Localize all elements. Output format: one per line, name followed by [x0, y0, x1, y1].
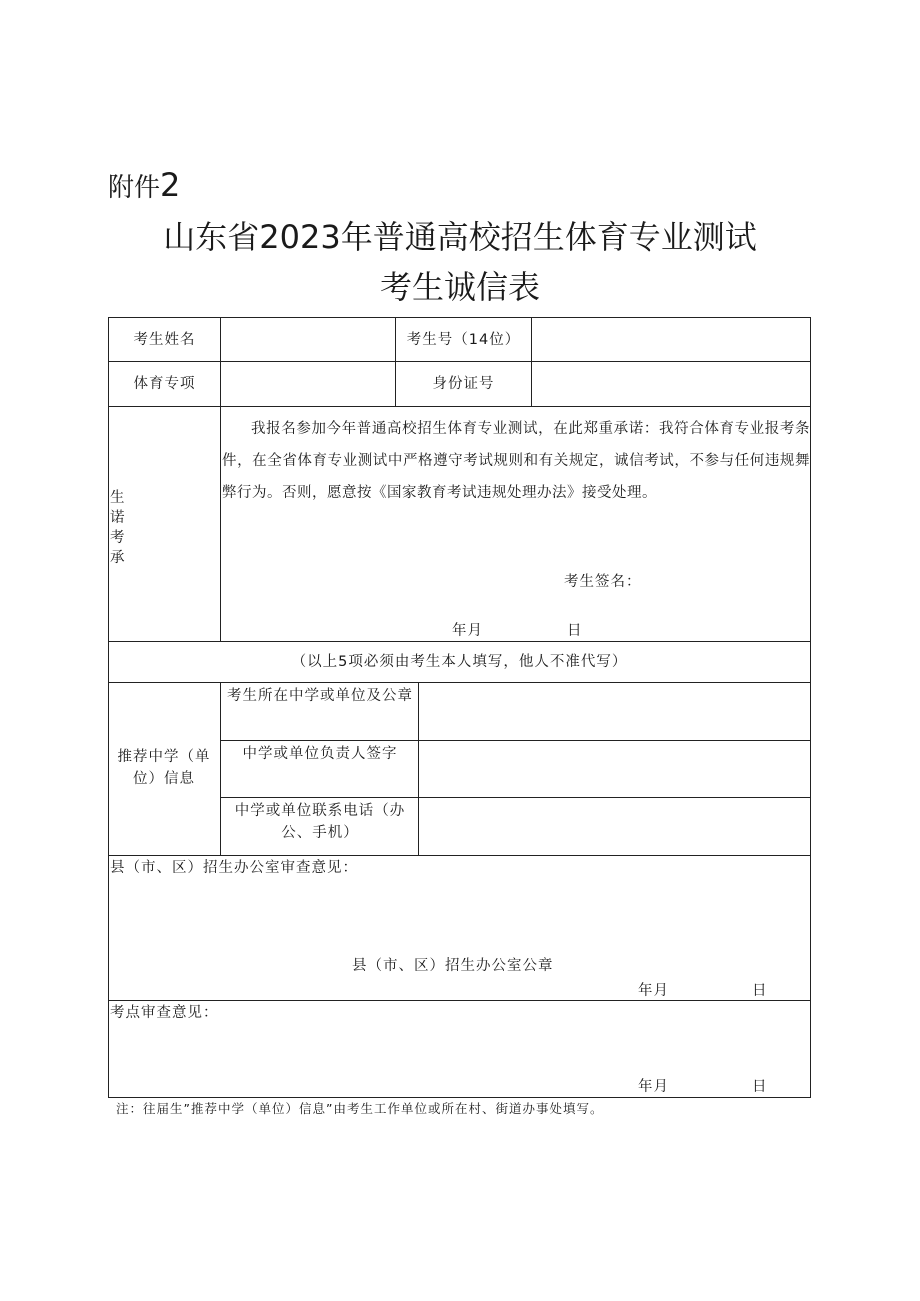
- school-seal-field[interactable]: [419, 683, 810, 740]
- signature-label: 考生签名：: [564, 574, 642, 590]
- pledge-side-label: 生 诺 考 承: [110, 490, 125, 566]
- id-number-label: 身份证号: [432, 376, 495, 392]
- exam-number-label: 考生号（14位）: [406, 332, 521, 348]
- sport-field[interactable]: [221, 362, 395, 406]
- school-phone-field[interactable]: [419, 798, 810, 855]
- school-signature-label: 中学或单位负责人签字: [242, 746, 398, 762]
- id-number-field[interactable]: [532, 362, 810, 406]
- attachment-number: 2: [160, 166, 181, 204]
- site-date-year-month: 年月: [638, 1079, 669, 1095]
- sport-label: 体育专项: [133, 376, 196, 392]
- county-date-day: 日: [752, 983, 768, 999]
- pledge-date-day: 日: [567, 623, 583, 639]
- self-fill-notice: （以上5项必须由考生本人填写，他人不准代写）: [291, 654, 628, 670]
- site-review-label: 考点审查意见：: [110, 1005, 219, 1021]
- county-review-label: 县（市、区）招生办公室审查意见：: [110, 860, 358, 876]
- page-title: 山东省2023年普通高校招生体育专业测试: [163, 218, 757, 256]
- recommend-side-label: 推荐中学（单位）信息: [117, 749, 211, 787]
- page-subtitle: 考生诚信表: [379, 268, 540, 306]
- school-phone-label: 中学或单位联系电话（办公、手机）: [234, 803, 406, 841]
- table-border: [108, 317, 109, 1098]
- county-date-year-month: 年月: [638, 983, 669, 999]
- name-field[interactable]: [221, 318, 395, 361]
- attachment-label: 附件2: [108, 166, 181, 204]
- county-seal-label: 县（市、区）招生办公室公章: [352, 958, 554, 974]
- pledge-date-year-month: 年月: [452, 623, 483, 639]
- table-border: [108, 1000, 811, 1001]
- name-label: 考生姓名: [133, 332, 196, 348]
- site-date-day: 日: [752, 1079, 768, 1095]
- footnote: 注：往届生”推荐中学（单位）信息”由考生工作单位或所在村、街道办事处填写。: [116, 1101, 604, 1116]
- table-border: [810, 317, 811, 1098]
- table-border: [220, 682, 221, 856]
- table-border: [108, 855, 811, 856]
- pledge-text: 我报名参加今年普通高校招生体育专业测试，在此郑重承诺：我符合体育专业报考条件，在全省体育专业测试中严格遵守考试规则和有关规定，诚信考试，不参与任何违规舞弊行为。否则，愿意按《国家教育考试违规处理办法》接受处理。: [222, 421, 810, 501]
- school-seal-label: 考生所在中学或单位及公章: [227, 688, 413, 704]
- exam-number-field[interactable]: [532, 318, 810, 361]
- table-border: [108, 406, 811, 407]
- table-border: [108, 1097, 811, 1098]
- school-signature-field[interactable]: [419, 741, 810, 797]
